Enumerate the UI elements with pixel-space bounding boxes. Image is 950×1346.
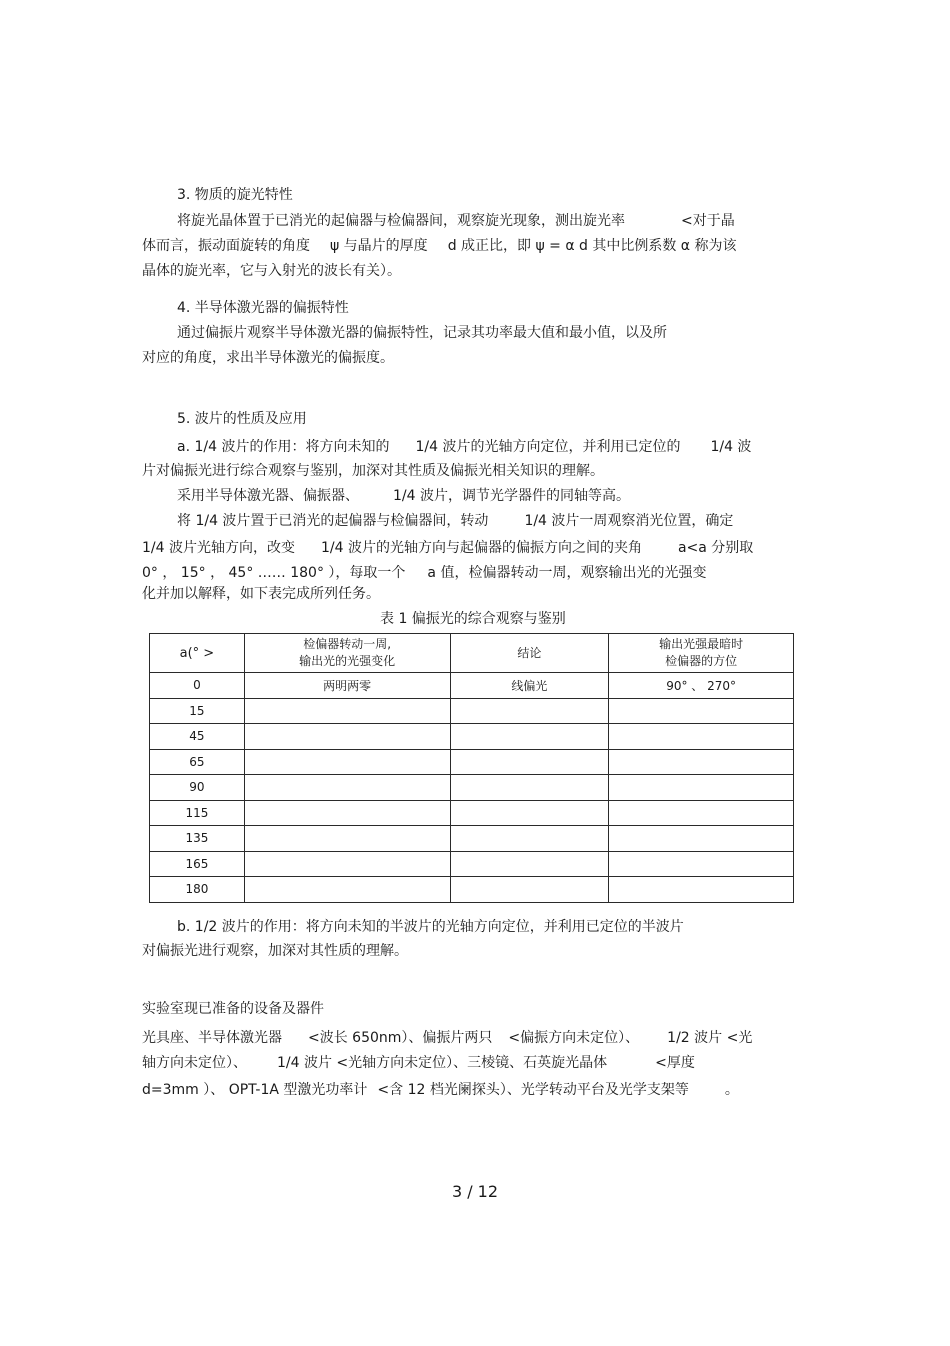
section-3-heading: 3. 物质的旋光特性	[177, 187, 293, 203]
cell-change	[244, 851, 450, 877]
cell-conclusion	[450, 826, 609, 852]
cell-conclusion: 线偏光	[450, 673, 609, 699]
equipment-line-2: 轴方向未定位）、 1/4 波片 <光轴方向未定位）、三棱镜、石英旋光晶体 <厚度	[142, 1055, 695, 1071]
table-row	[150, 800, 794, 826]
cell-conclusion	[450, 775, 609, 801]
cell-change	[244, 877, 450, 903]
table-row	[150, 775, 794, 801]
cell-conclusion	[450, 851, 609, 877]
cell-darkest: 90° 、 270°	[609, 673, 794, 699]
header-darkest-line-2: 检偏器的方位	[665, 654, 738, 668]
section-3-line-2: 体而言，振动面旋转的角度 ψ 与晶片的厚度 d 成正比，即 ψ = α d 其中比例系数 α 称为该	[142, 238, 737, 254]
section-5a-line-7: 化并加以解释，如下表完成所列任务。	[142, 586, 380, 602]
cell-angle: 90	[150, 775, 245, 801]
cell-conclusion	[450, 698, 609, 724]
cell-change	[244, 800, 450, 826]
cell-change	[244, 826, 450, 852]
equipment-heading: 实验室现已准备的设备及器件	[142, 1001, 324, 1017]
equipment-line-3: d=3mm ）、 OPT-1A 型激光功率计 <含 12 档光阑探头）、光学转动平台及光学支架等 。	[142, 1082, 739, 1098]
cell-conclusion	[450, 749, 609, 775]
cell-change	[244, 698, 450, 724]
section-5b-line-1: b. 1/2 波片的作用：将方向未知的半波片的光轴方向定位，并利用已定位的半波片	[177, 919, 684, 935]
section-5-heading: 5. 波片的性质及应用	[177, 411, 307, 427]
table-row	[150, 698, 794, 724]
cell-conclusion	[450, 800, 609, 826]
section-5a-line-5: 1/4 波片光轴方向，改变 1/4 波片的光轴方向与起偏器的偏振方向之间的夹角 a<a 分别取	[142, 540, 754, 556]
cell-darkest	[609, 877, 794, 903]
cell-conclusion	[450, 877, 609, 903]
cell-angle: 165	[150, 851, 245, 877]
table-row	[150, 673, 794, 699]
cell-angle: 65	[150, 749, 245, 775]
table-row	[150, 851, 794, 877]
table-row	[150, 724, 794, 750]
cell-change	[244, 724, 450, 750]
table-header-row	[150, 634, 794, 673]
table-row	[150, 877, 794, 903]
cell-change	[244, 775, 450, 801]
cell-darkest	[609, 698, 794, 724]
cell-angle: 0	[150, 673, 245, 699]
section-4-heading: 4. 半导体激光器的偏振特性	[177, 300, 349, 316]
header-intensity-change-line-2: 输出光的光强变化	[299, 654, 396, 668]
cell-angle: 180	[150, 877, 245, 903]
header-intensity-change	[244, 634, 450, 673]
section-5a-line-6: 0° ， 15° ， 45° …… 180° ），每取一个 a 值，检偏器转动一周，观察输出光的光强变	[142, 565, 707, 581]
header-intensity-change-line-1: 检偏器转动一周,	[303, 637, 392, 651]
section-5a-line-4: 将 1/4 波片置于已消光的起偏器与检偏器间，转动 1/4 波片一周观察消光位置，确定	[177, 513, 734, 529]
section-4-line-1: 通过偏振片观察半导体激光器的偏振特性，记录其功率最大值和最小值，以及所	[177, 325, 667, 341]
table-caption: 表 1 偏振光的综合观察与鉴别	[380, 611, 566, 627]
header-conclusion: 结论	[450, 634, 609, 673]
header-angle: a(° >	[150, 634, 245, 673]
section-4-line-2: 对应的角度，求出半导体激光的偏振度。	[142, 350, 394, 366]
cell-darkest	[609, 800, 794, 826]
equipment-line-1: 光具座、半导体激光器 <波长 650nm）、偏振片两只 <偏振方向未定位）、 1/2 波片 <光	[142, 1030, 753, 1046]
cell-darkest	[609, 724, 794, 750]
cell-angle: 115	[150, 800, 245, 826]
cell-darkest	[609, 775, 794, 801]
page-number: 3 / 12	[451, 1182, 499, 1201]
header-darkest-orientation	[609, 634, 794, 673]
cell-angle: 135	[150, 826, 245, 852]
cell-change: 两明两零	[244, 673, 450, 699]
cell-conclusion	[450, 724, 609, 750]
section-5a-line-2: 片对偏振光进行综合观察与鉴别，加深对其性质及偏振光相关知识的理解。	[142, 463, 604, 479]
section-3-line-3: 晶体的旋光率，它与入射光的波长有关）。	[142, 263, 401, 279]
section-5a-line-1: a. 1/4 波片的作用：将方向未知的 1/4 波片的光轴方向定位，并利用已定位的 1/4 波	[177, 439, 752, 455]
cell-darkest	[609, 851, 794, 877]
cell-angle: 15	[150, 698, 245, 724]
section-5a-line-3: 采用半导体激光器、偏振器、 1/4 波片，调节光学器件的同轴等高。	[177, 488, 630, 504]
section-3-line-1: 将旋光晶体置于已消光的起偏器与检偏器间，观察旋光现象，测出旋光率 <对于晶	[177, 213, 735, 229]
table-row	[150, 749, 794, 775]
observation-table	[149, 633, 794, 903]
cell-darkest	[609, 749, 794, 775]
section-5b-line-2: 对偏振光进行观察，加深对其性质的理解。	[142, 943, 408, 959]
cell-change	[244, 749, 450, 775]
cell-angle: 45	[150, 724, 245, 750]
header-darkest-line-1: 输出光强最暗时	[659, 637, 744, 651]
cell-darkest	[609, 826, 794, 852]
table-row	[150, 826, 794, 852]
